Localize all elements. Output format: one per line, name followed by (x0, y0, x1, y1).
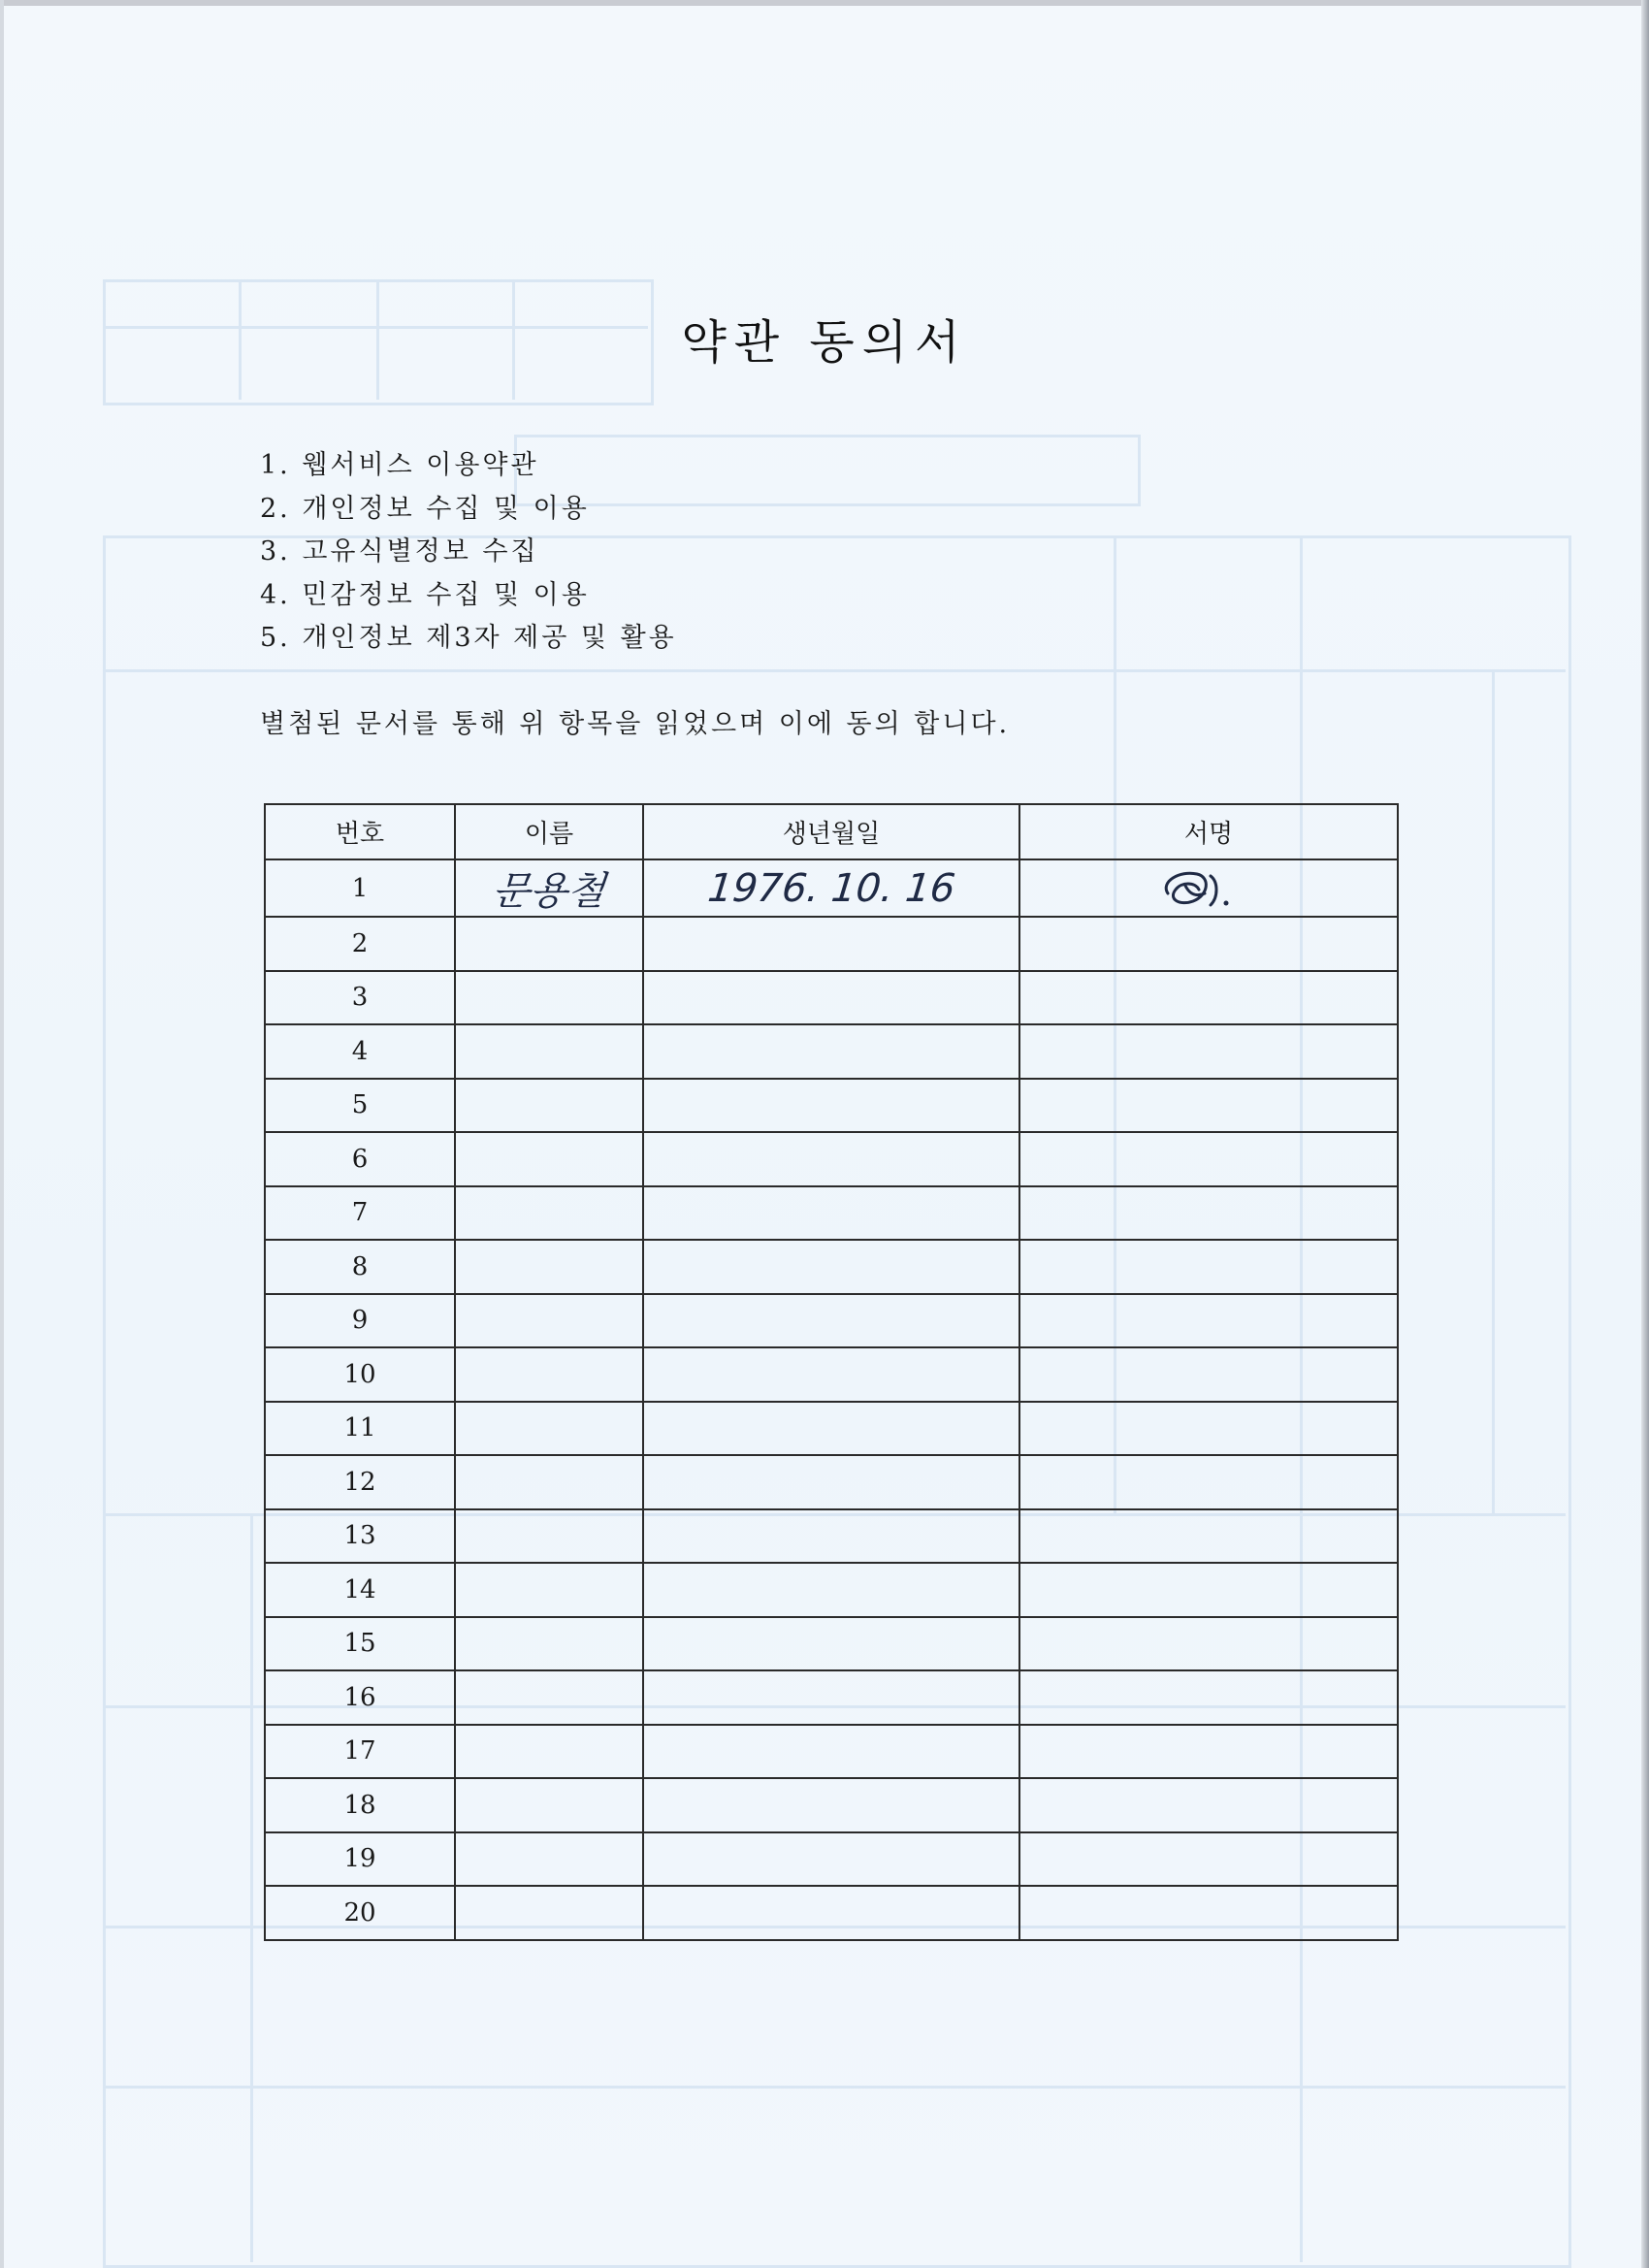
row-number: 18 (265, 1778, 455, 1832)
agreement-statement: 별첨된 문서를 통해 위 항목을 읽었으며 이에 동의 합니다. (260, 709, 1011, 739)
signature-cell (1019, 1778, 1398, 1832)
terms-list (260, 444, 677, 661)
name-cell (455, 1402, 643, 1456)
birthdate-cell (643, 1186, 1019, 1241)
row-number: 6 (265, 1132, 455, 1186)
birthdate-cell (643, 1455, 1019, 1509)
birthdate-cell (643, 971, 1019, 1025)
name-cell (455, 1886, 643, 1940)
birthdate-cell (643, 1402, 1019, 1456)
signature-cell (1019, 1347, 1398, 1402)
name-cell (455, 1509, 643, 1564)
table-row (265, 859, 1398, 917)
terms-item: 5. 개인정보 제3자 제공 및 활용 (260, 623, 677, 653)
signature-cell (1019, 917, 1398, 971)
terms-item: 3. 고유식별정보 수집 (260, 536, 539, 567)
name-cell (455, 1455, 643, 1509)
name-cell (455, 1347, 643, 1402)
name-cell (455, 1617, 643, 1671)
signature-cell (1019, 1024, 1398, 1079)
row-number: 15 (265, 1617, 455, 1671)
document-title: 약관 동의서 (681, 315, 968, 371)
signature-cell (1019, 1886, 1398, 1940)
bleed-through-line (103, 669, 1566, 672)
signature-cell (1019, 859, 1398, 917)
row-number: 4 (265, 1024, 455, 1079)
row-number: 9 (265, 1294, 455, 1348)
row-number: 5 (265, 1079, 455, 1133)
signature-cell (1019, 1079, 1398, 1133)
birthdate-cell (643, 859, 1019, 917)
name-cell (455, 859, 643, 917)
signature-cell (1019, 1670, 1398, 1725)
table-row (265, 1294, 1398, 1348)
header-birthdate: 생년월일 (643, 804, 1019, 859)
bleed-through-line (103, 2086, 1566, 2089)
row-number: 12 (265, 1455, 455, 1509)
header-signature: 서명 (1019, 804, 1398, 859)
signature-table (264, 803, 1399, 1941)
table-row (265, 1670, 1398, 1725)
row-number: 8 (265, 1240, 455, 1294)
row-number: 1 (265, 859, 455, 917)
signature-cell (1019, 1832, 1398, 1887)
birthdate-cell (643, 1617, 1019, 1671)
name-cell (455, 1670, 643, 1725)
name-cell (455, 1079, 643, 1133)
birthdate-cell (643, 1886, 1019, 1940)
signature-cell (1019, 1402, 1398, 1456)
handwritten-name: 문용철 (490, 869, 608, 914)
signature-cell (1019, 1294, 1398, 1348)
signature-cell (1019, 1240, 1398, 1294)
name-cell (455, 1024, 643, 1079)
signature-cell (1019, 1509, 1398, 1564)
row-number: 7 (265, 1186, 455, 1241)
name-cell (455, 1832, 643, 1887)
birthdate-cell (643, 1294, 1019, 1348)
bleed-through-line (1492, 669, 1495, 1513)
table-row (265, 1079, 1398, 1133)
row-number: 16 (265, 1670, 455, 1725)
row-number: 3 (265, 971, 455, 1025)
birthdate-cell (643, 1832, 1019, 1887)
birthdate-cell (643, 1725, 1019, 1779)
terms-item: 4. 민감정보 수집 및 이용 (260, 579, 590, 610)
signature-cell (1019, 1455, 1398, 1509)
scan-edge-top (0, 0, 1649, 6)
table-row (265, 1186, 1398, 1241)
birthdate-cell (643, 1240, 1019, 1294)
name-cell (455, 1294, 643, 1348)
table-row (265, 1832, 1398, 1887)
signature-cell (1019, 1617, 1398, 1671)
birthdate-cell (643, 1024, 1019, 1079)
handwritten-birthdate: 1976. 10. 16 (705, 865, 957, 911)
birthdate-cell (643, 1509, 1019, 1564)
row-number: 19 (265, 1832, 455, 1887)
table-row (265, 1240, 1398, 1294)
signature-cell (1019, 971, 1398, 1025)
handwritten-signature (1150, 864, 1267, 913)
name-cell (455, 1186, 643, 1241)
table-row (265, 1455, 1398, 1509)
row-number: 17 (265, 1725, 455, 1779)
table-row (265, 1347, 1398, 1402)
signature-cell (1019, 1132, 1398, 1186)
header-name: 이름 (455, 804, 643, 859)
birthdate-cell (643, 1563, 1019, 1617)
birthdate-cell (643, 1079, 1019, 1133)
table-row (265, 1509, 1398, 1564)
birthdate-cell (643, 1132, 1019, 1186)
name-cell (455, 1778, 643, 1832)
row-number: 10 (265, 1347, 455, 1402)
name-cell (455, 1725, 643, 1779)
table-row (265, 1725, 1398, 1779)
table-row (265, 971, 1398, 1025)
signature-cell (1019, 1186, 1398, 1241)
row-number: 2 (265, 917, 455, 971)
table-row (265, 917, 1398, 971)
name-cell (455, 1132, 643, 1186)
name-cell (455, 971, 643, 1025)
table-row (265, 1563, 1398, 1617)
table-row (265, 1402, 1398, 1456)
name-cell (455, 1563, 643, 1617)
row-number: 14 (265, 1563, 455, 1617)
row-number: 20 (265, 1886, 455, 1940)
signature-cell (1019, 1563, 1398, 1617)
name-cell (455, 1240, 643, 1294)
table-header-row (265, 804, 1398, 859)
birthdate-cell (643, 1347, 1019, 1402)
terms-item: 1. 웹서비스 이용약관 (260, 450, 539, 480)
header-number: 번호 (265, 804, 455, 859)
table-row (265, 1024, 1398, 1079)
row-number: 13 (265, 1509, 455, 1564)
row-number: 11 (265, 1402, 455, 1456)
birthdate-cell (643, 1670, 1019, 1725)
table-row (265, 1886, 1398, 1940)
birthdate-cell (643, 1778, 1019, 1832)
table-row (265, 1132, 1398, 1186)
table-row (265, 1778, 1398, 1832)
name-cell (455, 917, 643, 971)
terms-item: 2. 개인정보 수집 및 이용 (260, 493, 590, 524)
signature-cell (1019, 1725, 1398, 1779)
table-row (265, 1617, 1398, 1671)
birthdate-cell (643, 917, 1019, 971)
bleed-through-line (250, 1513, 253, 2262)
